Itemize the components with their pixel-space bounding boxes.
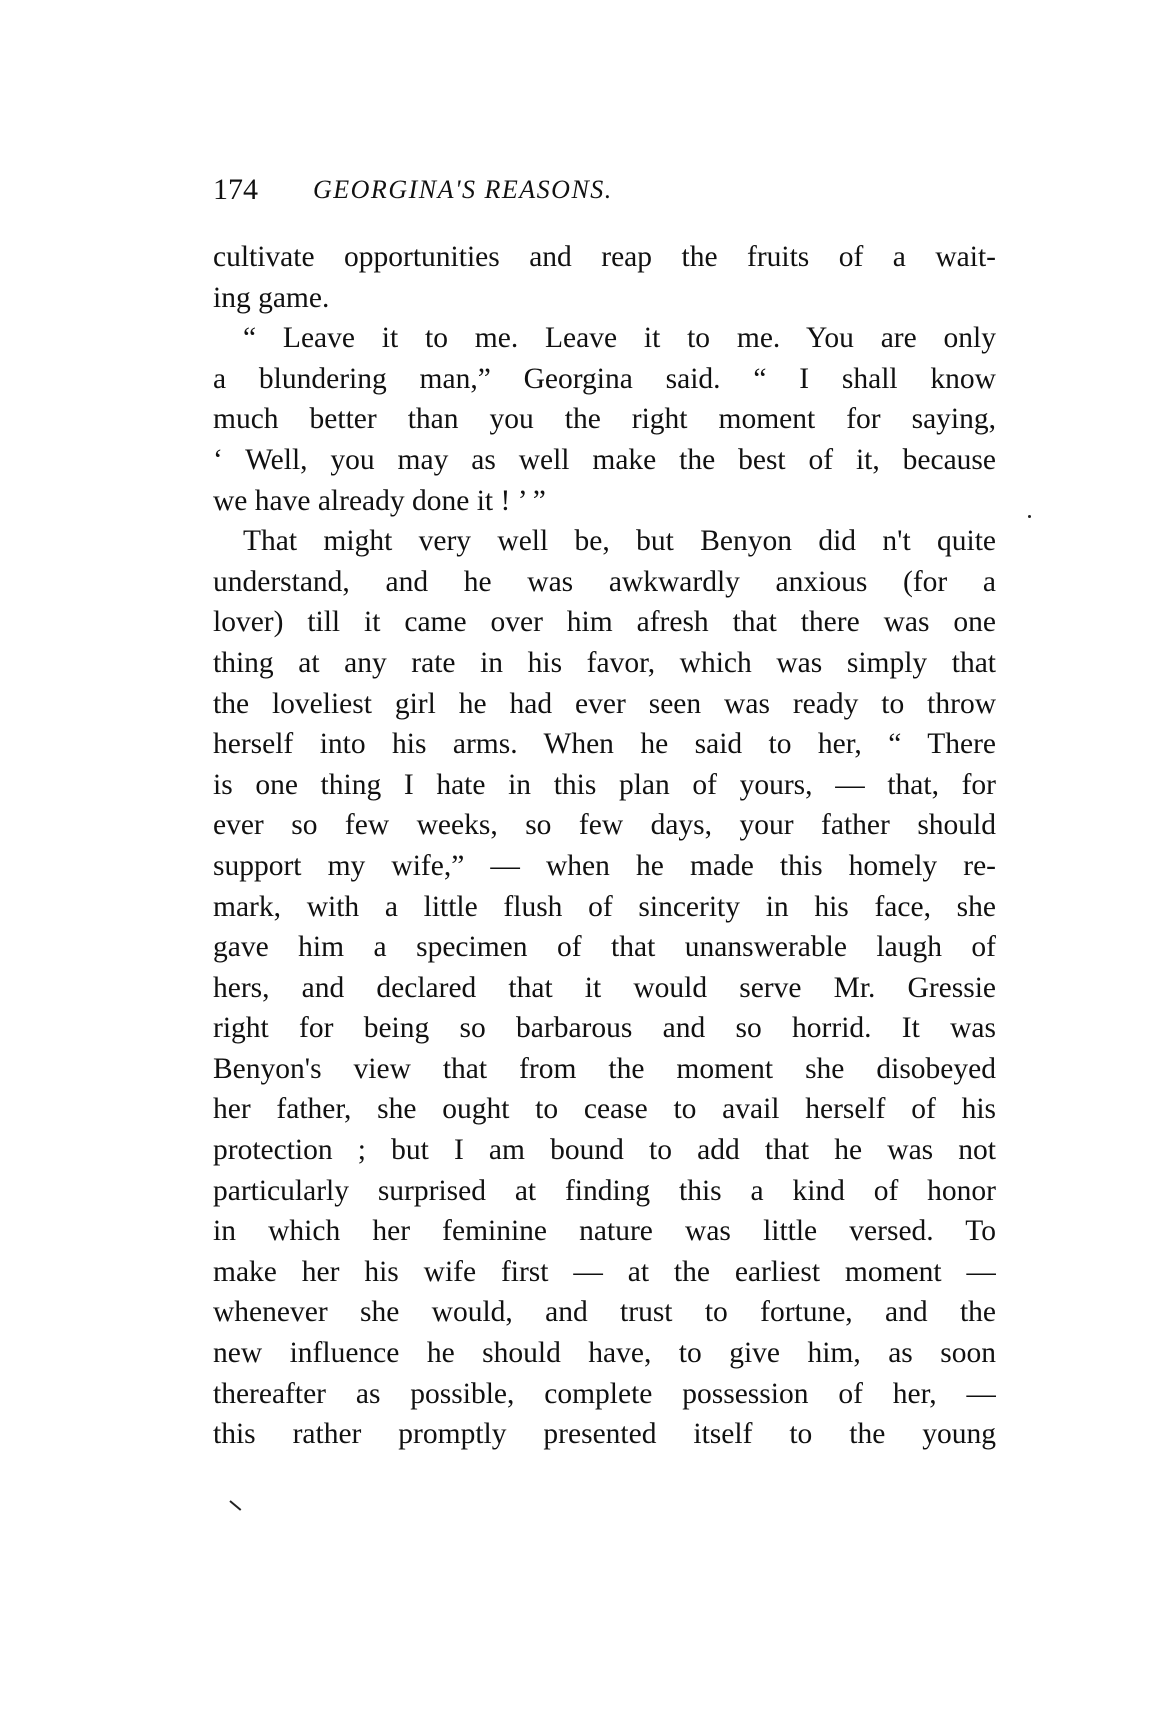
text-line: support my wife,” — when he made this homely re- — [213, 849, 996, 882]
text-line: understand, and he was awkwardly anxious (for a — [213, 565, 996, 598]
text-line: ‘ Well, you may as well make the best of it, because — [213, 443, 996, 476]
text-line: particularly surprised at finding this a kind of honor — [213, 1174, 996, 1207]
text-line: cultivate opportunities and reap the fruits of a wait- — [213, 241, 996, 273]
text-line: “ Leave it to me. Leave it to me. You are only — [243, 322, 996, 355]
running-head — [213, 172, 996, 212]
text-line: protection ; but I am bound to add that he was not — [213, 1134, 996, 1167]
text-line: That might very well be, but Benyon did n't quite — [243, 525, 996, 558]
text-line: whenever she would, and trust to fortune, and the — [213, 1296, 996, 1329]
body-text — [213, 237, 996, 1455]
text-line: ever so few weeks, so few days, your father should — [213, 809, 996, 842]
text-line: ing game. — [213, 281, 330, 314]
running-title: GEORGINA'S REASONS. — [313, 175, 613, 204]
text-line: thereafter as possible, complete possession of her, — — [213, 1377, 996, 1410]
text-line: new influence he should have, to give him, as soon — [213, 1337, 996, 1370]
text-line: we have already done it ! ’ ” — [213, 484, 546, 517]
text-line: mark, with a little flush of sincerity in his face, she — [213, 890, 996, 923]
print-mark — [229, 1500, 241, 1511]
text-line: lover) till it came over him afresh that there was one — [213, 606, 996, 639]
text-line: herself into his arms. When he said to her, “ There — [213, 728, 996, 761]
text-line: hers, and declared that it would serve Mr. Gressie — [213, 971, 996, 1004]
text-line: gave him a specimen of that unanswerable laugh of — [213, 931, 996, 964]
print-speck — [1028, 515, 1031, 518]
page-number: 174 — [213, 173, 258, 206]
text-line: in which her feminine nature was little versed. To — [213, 1215, 996, 1248]
text-line: make her his wife first — at the earliest moment — — [213, 1255, 996, 1288]
text-line: Benyon's view that from the moment she disobeyed — [213, 1052, 996, 1085]
text-line: the loveliest girl he had ever seen was ready to throw — [213, 687, 996, 720]
text-line: thing at any rate in his favor, which was simply that — [213, 646, 996, 679]
text-line: this rather promptly presented itself to the young — [213, 1418, 996, 1451]
text-line: a blundering man,” Georgina said. “ I shall know — [213, 362, 996, 395]
text-line: is one thing I hate in this plan of yours, — that, for — [213, 768, 996, 801]
text-line: right for being so barbarous and so horrid. It was — [213, 1012, 996, 1045]
text-line: much better than you the right moment for saying, — [213, 403, 996, 436]
text-line: her father, she ought to cease to avail herself of his — [213, 1093, 996, 1126]
